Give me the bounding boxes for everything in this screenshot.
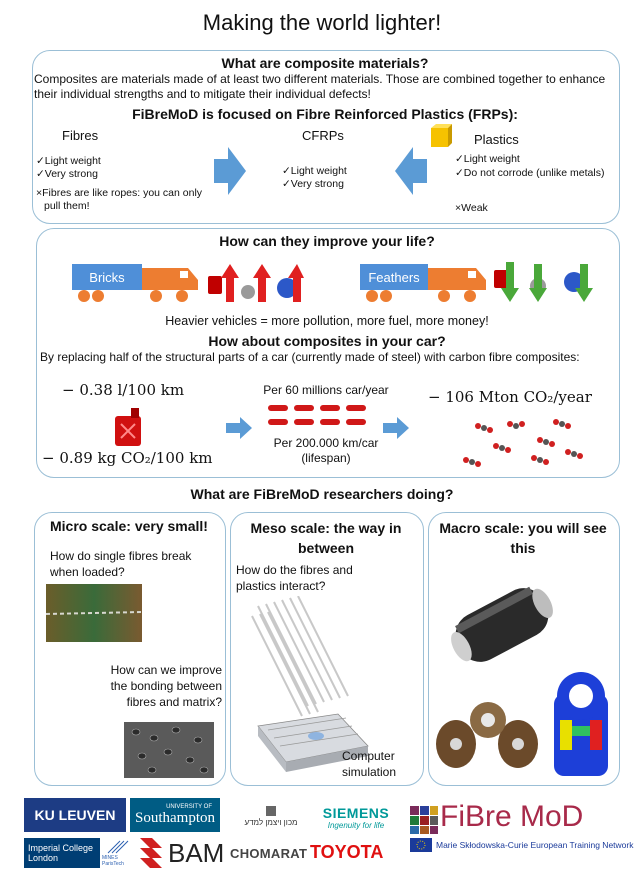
page-title: Making the world lighter!: [202, 10, 442, 35]
fibres-con-1: ×Fibres are like ropes: you can only: [36, 187, 203, 199]
southampton-logo: [130, 798, 220, 832]
fibremod-text: FiBre MoD: [440, 800, 584, 833]
plastics-con-1: ×Weak: [455, 202, 488, 214]
left-arrow-icon: [395, 147, 427, 195]
siemens-logo: [314, 800, 398, 834]
fibres-pro-2: ✓Very strong: [36, 168, 98, 180]
truck-icon: [360, 262, 494, 304]
plastic-cube-icon: [428, 124, 454, 150]
kuleuven-logo: [24, 798, 126, 832]
section1-focus: FiBreMoD is focused on Fibre Reinforced Plastics (FRPs):: [132, 106, 518, 122]
weizmann-logo: [234, 798, 308, 832]
truck-feathers-label: Feathers: [360, 264, 428, 290]
siemens-text: SIEMENS: [322, 804, 390, 821]
bam-chevron-icon: [140, 838, 162, 868]
toyota-text: TOYOTA: [310, 842, 384, 862]
increase-impact-icons: [204, 262, 304, 302]
arrow-right-icon: [383, 417, 409, 439]
co2-molecules-icon: [460, 418, 590, 470]
meso-title: Meso scale: the way in between: [250, 520, 402, 556]
fuel-saving: − 0.38 l/100 km: [62, 381, 185, 399]
per-cars: Per 60 millions car/year: [263, 383, 389, 397]
plastics-title: Plastics: [474, 132, 519, 147]
meso-caption: Computer simulation: [342, 749, 397, 779]
composite-tank-image: [446, 570, 558, 680]
per-km: Per 200.000 km/car: [273, 436, 379, 450]
mechanical-part-image: [432, 700, 544, 776]
fuel-can-icon: [113, 408, 145, 448]
section2-heading2: How about composites in your car?: [208, 333, 446, 349]
truck-feathers: [360, 262, 494, 304]
section1-intro: Composites are materials made of at least two different materials. Those are combined together to enhance their individual strengths and to mitigate their individual defects!: [34, 72, 606, 101]
co2-per-km: − 0.89 kg CO₂/100 km: [42, 449, 213, 467]
fibre-break-image: [46, 584, 142, 642]
imperial-text: Imperial College London: [28, 843, 94, 863]
macro-title: Macro scale: you will see this: [439, 520, 607, 556]
cars-icon: [268, 401, 370, 431]
meso-q1: How do the fibres and plastics interact?: [236, 563, 353, 593]
kuleuven-text: KU LEUVEN: [34, 807, 116, 823]
mines-text: MINES ParisTech: [102, 855, 124, 867]
decrease-impact-icons: [490, 262, 594, 304]
fibremod-emblem-icon: [410, 806, 438, 834]
cfrps-pro-1: ✓Light weight: [282, 165, 347, 177]
micro-q2: How can we improve the bonding between fibres and matrix?: [110, 663, 222, 709]
eu-flag-icon: [410, 838, 432, 852]
micro-q1: How do single fibres break when loaded?: [50, 549, 192, 579]
fibres-pro-1: ✓Light weight: [36, 155, 101, 167]
mines-emblem-icon: [106, 839, 132, 855]
right-arrow-icon: [214, 147, 246, 195]
cfrps-pro-2: ✓Very strong: [282, 178, 344, 190]
total-co2: − 106 Mton CO₂/year: [428, 388, 592, 406]
mines-logo: [102, 838, 136, 868]
lifespan: (lifespan): [301, 451, 351, 465]
bam-text: BAM: [168, 838, 225, 868]
section2-heading: How can they improve your life?: [219, 233, 435, 249]
truck-icon: [72, 262, 204, 304]
imperial-logo: [24, 838, 100, 868]
weizmann-emblem-icon: [264, 804, 278, 818]
plastics-pro-1: ✓Light weight: [455, 153, 520, 165]
pollution-statement: Heavier vehicles = more pollution, more fuel, more money!: [165, 314, 489, 328]
stress-analysis-image: [546, 668, 616, 780]
section1-heading: What are composite materials?: [221, 55, 429, 71]
section3-heading: What are FiBreMoD researchers doing?: [190, 486, 454, 502]
plastics-pro-2: ✓Do not corrode (unlike metals): [455, 167, 605, 179]
cfrps-title: CFRPs: [302, 128, 344, 143]
fibres-con-2: pull them!: [44, 200, 90, 212]
truck-bricks: [72, 262, 204, 304]
weizmann-text: מכון ויצמן למדע: [244, 817, 298, 827]
southampton-text: Southampton: [134, 809, 215, 826]
section2-text: By replacing half of the structural parts of a car (currently made of steel) with carbon fibre composites:: [40, 350, 580, 364]
chomarat-text: CHOMARAT: [230, 846, 308, 861]
truck-bricks-label: Bricks: [72, 264, 142, 290]
siemens-tag: Ingenuity for life: [327, 820, 385, 830]
micro-title: Micro scale: very small!: [50, 518, 208, 534]
southampton-small: UNIVERSITY OF: [166, 803, 212, 810]
msca-text: Marie Skłodowska-Curie European Training Network: [436, 840, 634, 850]
fibres-title: Fibres: [62, 128, 99, 143]
fibre-matrix-image: [124, 722, 214, 778]
